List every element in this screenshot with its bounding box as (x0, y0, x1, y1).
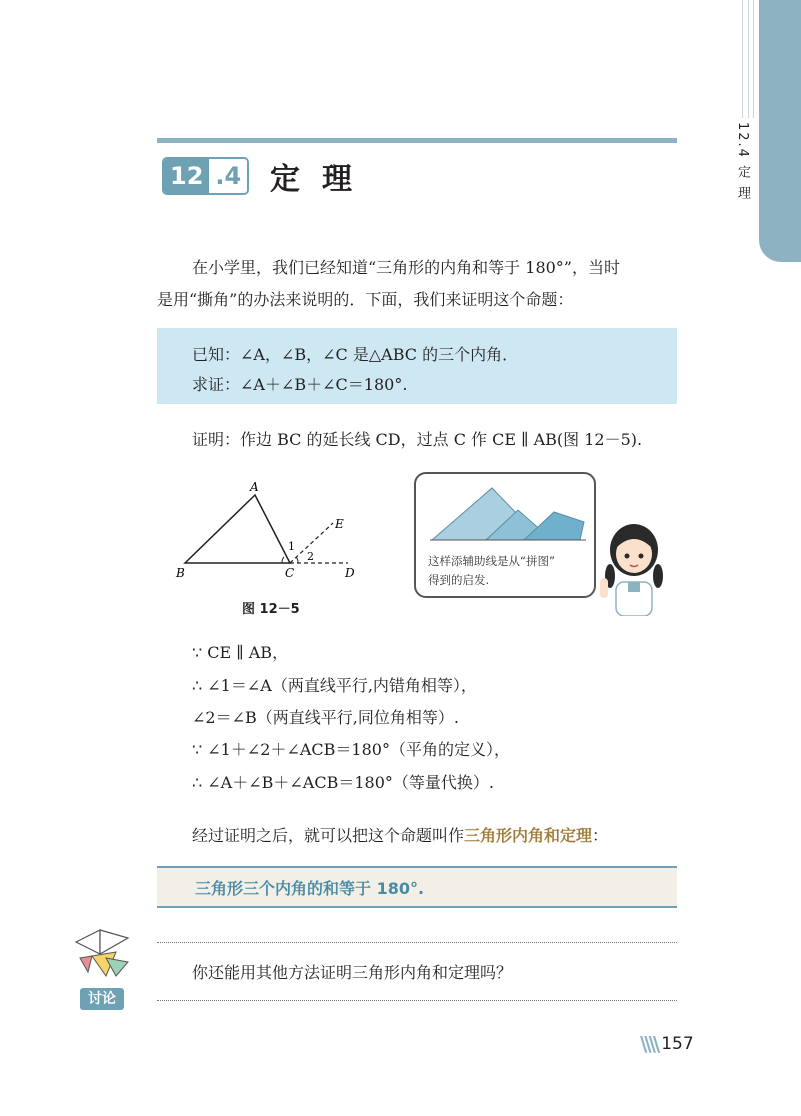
proof-step-5: ∴ ∠A＋∠B＋∠ACB＝180°（等量代换）. (192, 773, 494, 792)
intro-line-2: 是用“撕角”的办法来说明的．下面，我们来证明这个命题： (157, 290, 574, 309)
given-known: 已知：∠A，∠B，∠C 是△ABC 的三个内角． (192, 345, 519, 364)
proof-step-2: ∴ ∠1＝∠A（两直线平行,内错角相等）， (192, 676, 477, 695)
triangle-abc (185, 495, 290, 563)
side-decoration-lines (742, 0, 760, 118)
label-b: B (176, 566, 185, 580)
speech-bubble (414, 472, 596, 598)
label-e: E (335, 517, 344, 531)
bubble-line-2: 得到的启发. (428, 573, 490, 587)
dotted-divider-bottom (157, 1000, 677, 1001)
conclusion-line (192, 820, 608, 852)
angle-2-arc (296, 557, 298, 563)
page-number-value: 157 (661, 1034, 694, 1054)
theorem-term: 三角形内角和定理 (464, 826, 593, 845)
slash-decoration-icon: \\\\ (640, 1032, 658, 1056)
section-number-sub: .4 (209, 159, 247, 193)
theorem-statement: 三角形三个内角的和等于 180°. (195, 879, 425, 898)
dotted-divider-top (157, 942, 677, 943)
bubble-line-1: 这样添辅助线是从“拼图” (428, 554, 555, 568)
given-box (157, 328, 677, 404)
label-a: A (250, 480, 259, 494)
proof-step-4: ∵ ∠1＋∠2＋∠ACB＝180°（平角的定义）， (192, 740, 510, 759)
proof-step-3: ∠2＝∠B（两直线平行,同位角相等）. (192, 708, 459, 727)
proof-intro: 证明：作边 BC 的延长线 CD，过点 C 作 CE ∥ AB(图 12－5). (192, 430, 643, 449)
mountain-puzzle-illustration (430, 482, 586, 544)
bubble-text (428, 552, 555, 590)
label-angle-2: 2 (307, 550, 314, 563)
figure-caption: 图 12－5 (242, 602, 300, 617)
side-tab (759, 0, 801, 262)
discuss-label: 讨论 (80, 988, 124, 1010)
discuss-question: 你还能用其他方法证明三角形内角和定理吗？ (192, 963, 513, 982)
conclusion-prefix: 经过证明之后，就可以把这个命题叫作 (192, 826, 465, 845)
side-section-label: 12.4 定 理 (735, 122, 750, 202)
label-d: D (345, 566, 355, 580)
section-title: 定理 (270, 162, 374, 197)
given-prove: 求证：∠A＋∠B＋∠C＝180°. (192, 375, 408, 394)
section-number-main: 12 (164, 159, 209, 193)
page-number (640, 1032, 694, 1056)
girl-illustration (596, 518, 668, 616)
intro-line-1: 在小学里，我们已经知道“三角形的内角和等于 180°”，当时 (192, 258, 620, 277)
triangle-figure (170, 478, 370, 588)
label-c: C (285, 566, 295, 580)
theorem-box (157, 866, 677, 908)
proof-step-1: ∵ CE ∥ AB， (192, 643, 289, 662)
conclusion-suffix: ： (592, 826, 609, 845)
tangram-icon (72, 928, 132, 984)
section-number (162, 157, 249, 195)
angle-1-arc (282, 557, 284, 563)
label-angle-1: 1 (288, 540, 295, 553)
title-rule (157, 138, 677, 143)
